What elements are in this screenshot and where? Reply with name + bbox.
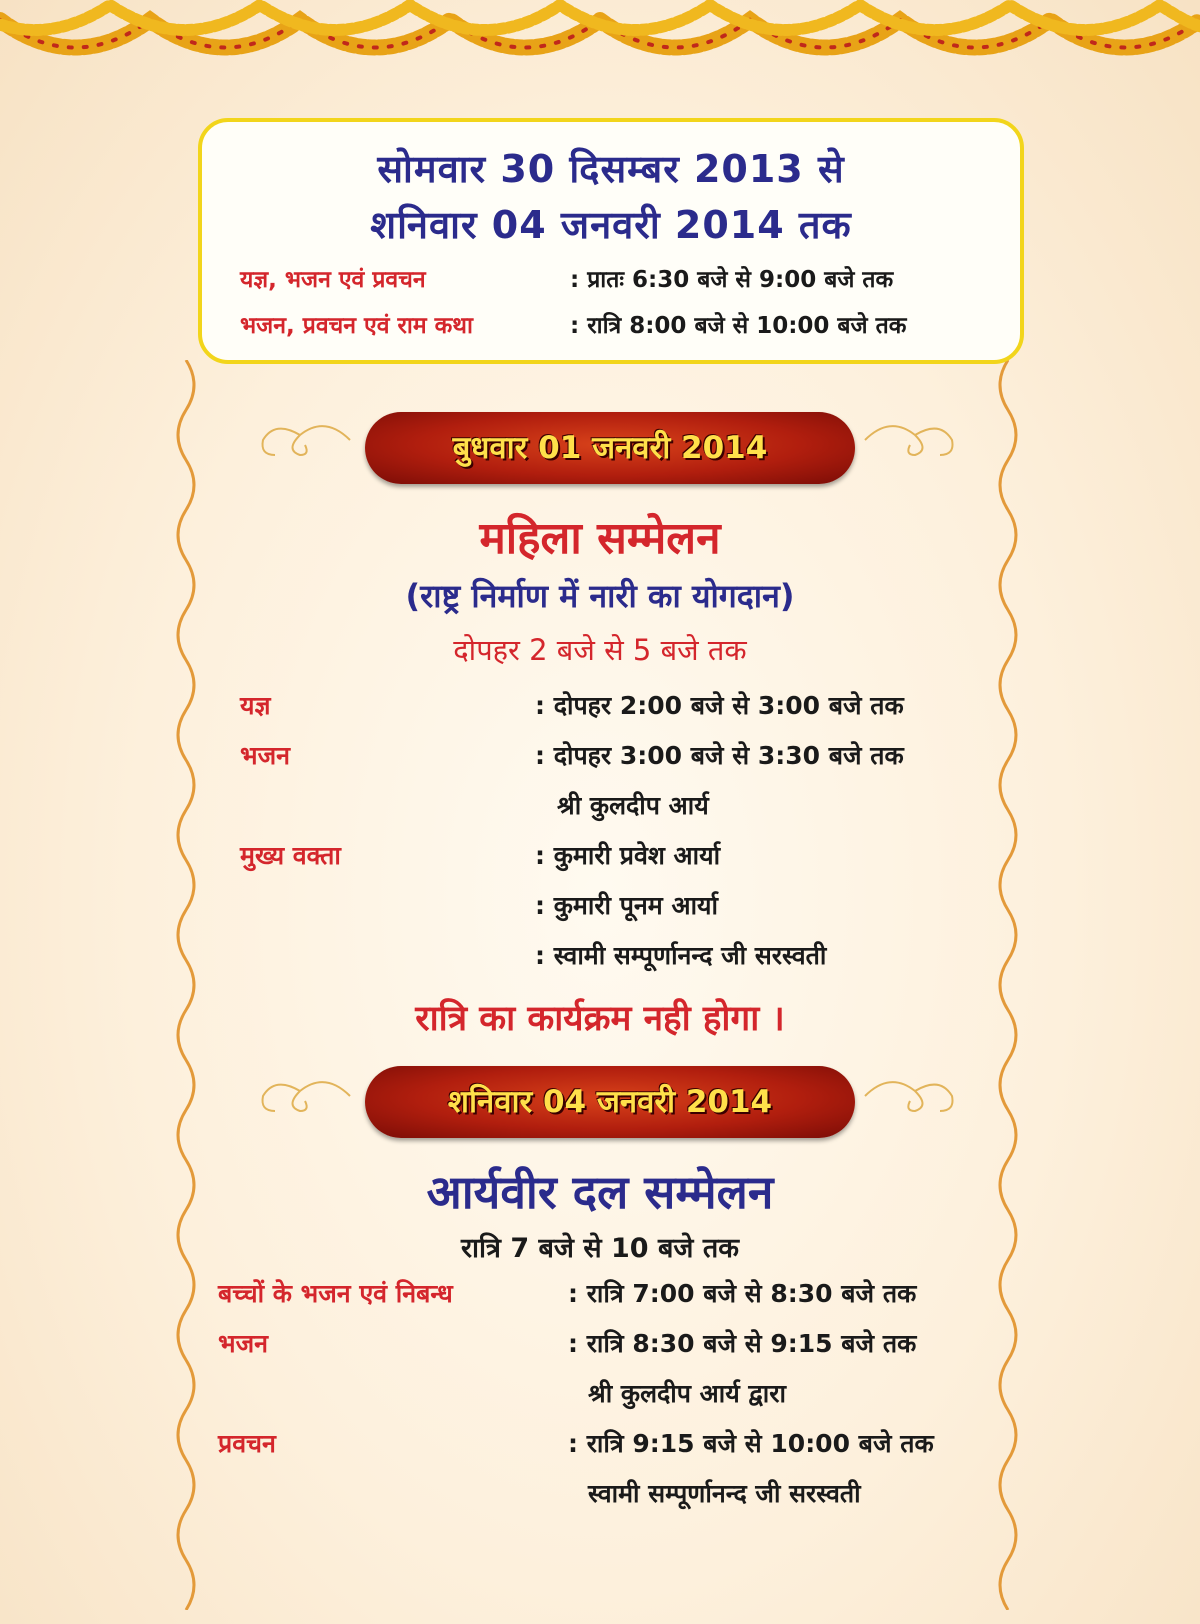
program-detail: : रात्रि 9:15 बजे से 10:00 बजे तक	[568, 1429, 934, 1458]
night-program-note: रात्रि का कार्यक्रम नही होगा ।	[415, 999, 785, 1039]
swirl-ornament-icon	[255, 410, 355, 470]
schedule-label: भजन, प्रवचन एवं राम कथा	[240, 313, 473, 339]
program-detail: : रात्रि 8:30 बजे से 9:15 बजे तक	[568, 1329, 917, 1358]
section-time-range: रात्रि 7 बजे से 10 बजे तक	[461, 1233, 739, 1264]
date-banner-saturday: शनिवार 04 जनवरी 2014	[365, 1066, 855, 1138]
schedule-label: यज्ञ, भजन एवं प्रवचन	[240, 267, 426, 293]
date-range-box	[198, 118, 1024, 364]
program-detail: : कुमारी पूनम आर्या	[535, 891, 718, 920]
program-detail: : रात्रि 7:00 बजे से 8:30 बजे तक	[568, 1279, 917, 1308]
program-detail: : कुमारी प्रवेश आर्या	[535, 841, 721, 870]
swirl-ornament-icon	[860, 1066, 960, 1126]
program-detail: : स्वामी सम्पूर्णानन्द जी सरस्वती	[535, 941, 827, 970]
program-label: प्रवचन	[218, 1429, 276, 1458]
section-time-range: दोपहर 2 बजे से 5 बजे तक	[453, 633, 747, 667]
program-label: यज्ञ	[240, 691, 271, 720]
section-title-aryaveer-conference: आर्यवीर दल सम्मेलन	[426, 1165, 774, 1219]
swirl-ornament-icon	[860, 410, 960, 470]
schedule-time: : प्रातः 6:30 बजे से 9:00 बजे तक	[570, 267, 894, 293]
swirl-ornament-icon	[255, 1066, 355, 1126]
program-detail: श्री कुलदीप आर्य द्वारा	[588, 1379, 786, 1408]
date-banner-wednesday: बुधवार 01 जनवरी 2014	[365, 412, 855, 484]
section-title-womens-conference: महिला सम्मेलन	[479, 513, 721, 564]
program-label: भजन	[240, 741, 291, 770]
schedule-time: : रात्रि 8:00 बजे से 10:00 बजे तक	[570, 313, 907, 339]
program-detail: स्वामी सम्पूर्णानन्द जी सरस्वती	[588, 1479, 861, 1508]
program-detail: श्री कुलदीप आर्य	[557, 791, 709, 820]
marigold-garland-decoration	[0, 0, 1200, 80]
date-range-end: शनिवार 04 जनवरी 2014 तक	[370, 203, 852, 247]
program-detail: : दोपहर 3:00 बजे से 3:30 बजे तक	[535, 741, 904, 770]
program-label: भजन	[218, 1329, 269, 1358]
program-label: बच्चों के भजन एवं निबन्ध	[218, 1279, 453, 1308]
section-subtitle: (राष्ट्र निर्माण में नारी का योगदान)	[405, 577, 795, 615]
program-detail: : दोपहर 2:00 बजे से 3:00 बजे तक	[535, 691, 904, 720]
date-range-start: सोमवार 30 दिसम्बर 2013 से	[377, 147, 845, 191]
program-label: मुख्य वक्ता	[240, 841, 341, 870]
